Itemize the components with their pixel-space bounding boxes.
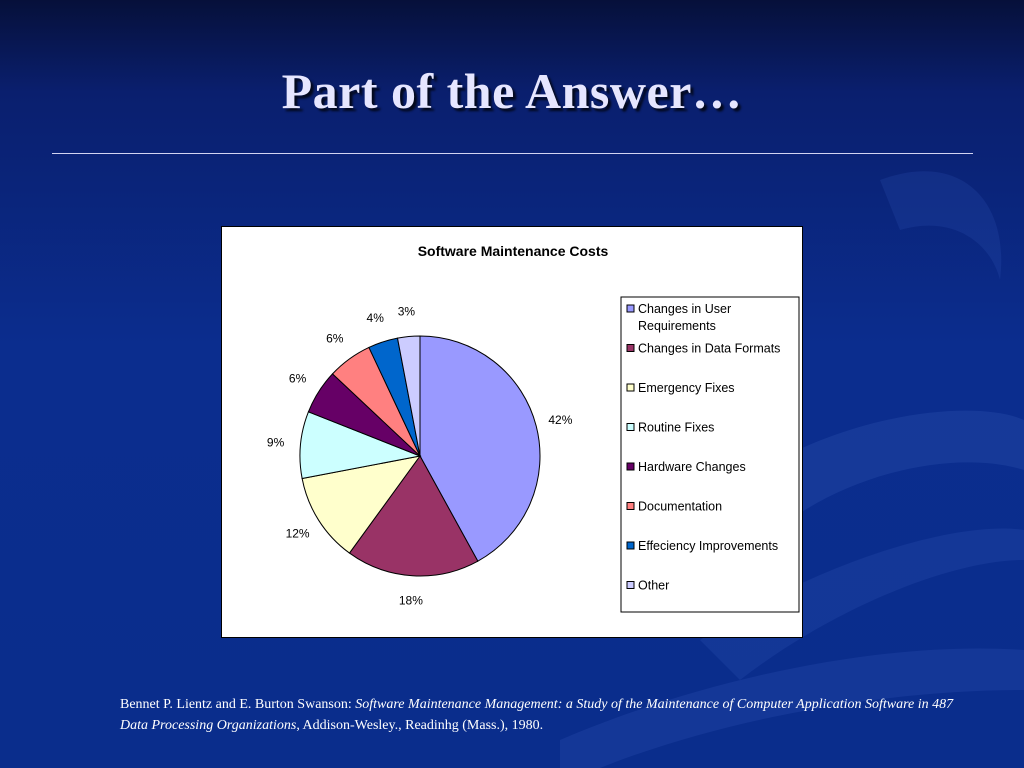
legend-label-5: Hardware Changes [638, 460, 746, 474]
legend-swatch-8 [627, 582, 634, 589]
data-label-4: 9% [266, 435, 285, 450]
legend-label-8: Other [638, 578, 670, 593]
legend-label-7: Effeciency Improvements [638, 539, 779, 553]
data-label-3: 12% [285, 526, 310, 541]
legend-label-6: Documentation [638, 499, 723, 514]
citation-authors: Bennet P. Lientz and E. Burton Swanson: [120, 697, 356, 712]
legend-swatch-2 [627, 345, 634, 352]
data-label-2: 18% [398, 593, 423, 608]
title-divider [52, 153, 973, 154]
chart-container [221, 226, 803, 638]
citation-book-title: Software Maintenance Management: a Study of the Maintenance of Computer Application Software in 487 Data Processing Organizations [120, 697, 954, 733]
legend-item-6 [627, 500, 722, 514]
legend-item-3 [627, 381, 735, 395]
pie-slices [300, 336, 540, 576]
legend-item-4 [627, 421, 714, 435]
legend-swatch-7 [627, 542, 634, 549]
slide-title: Part of the Answer… [281, 63, 743, 119]
legend-label-1: Changes in User Requirements [638, 302, 732, 333]
data-label-6: 6% [326, 331, 344, 346]
data-label-1: 42% [548, 412, 573, 427]
pie-chart [222, 227, 804, 639]
legend-swatch-6 [627, 503, 634, 510]
legend-swatch-4 [627, 424, 634, 431]
legend-label-3: Emergency Fixes [638, 381, 735, 395]
legend-item-7 [627, 539, 778, 553]
legend-label-2: Changes in Data Formats [638, 341, 781, 356]
citation-publisher: , Addison-Wesley., Readinhg (Mass.), 1980. [296, 718, 544, 733]
legend-swatch-1 [627, 305, 634, 312]
data-label-7: 4% [366, 311, 384, 326]
legend-item-2 [627, 342, 780, 356]
citation [120, 694, 980, 736]
legend-swatch-3 [627, 384, 634, 391]
data-label-8: 3% [397, 304, 416, 319]
legend-label-4: Routine Fixes [638, 420, 715, 435]
chart-title: Software Maintenance Costs [417, 243, 609, 259]
legend-swatch-5 [627, 463, 634, 470]
data-label-5: 6% [288, 371, 307, 386]
legend-item-5 [627, 460, 746, 474]
